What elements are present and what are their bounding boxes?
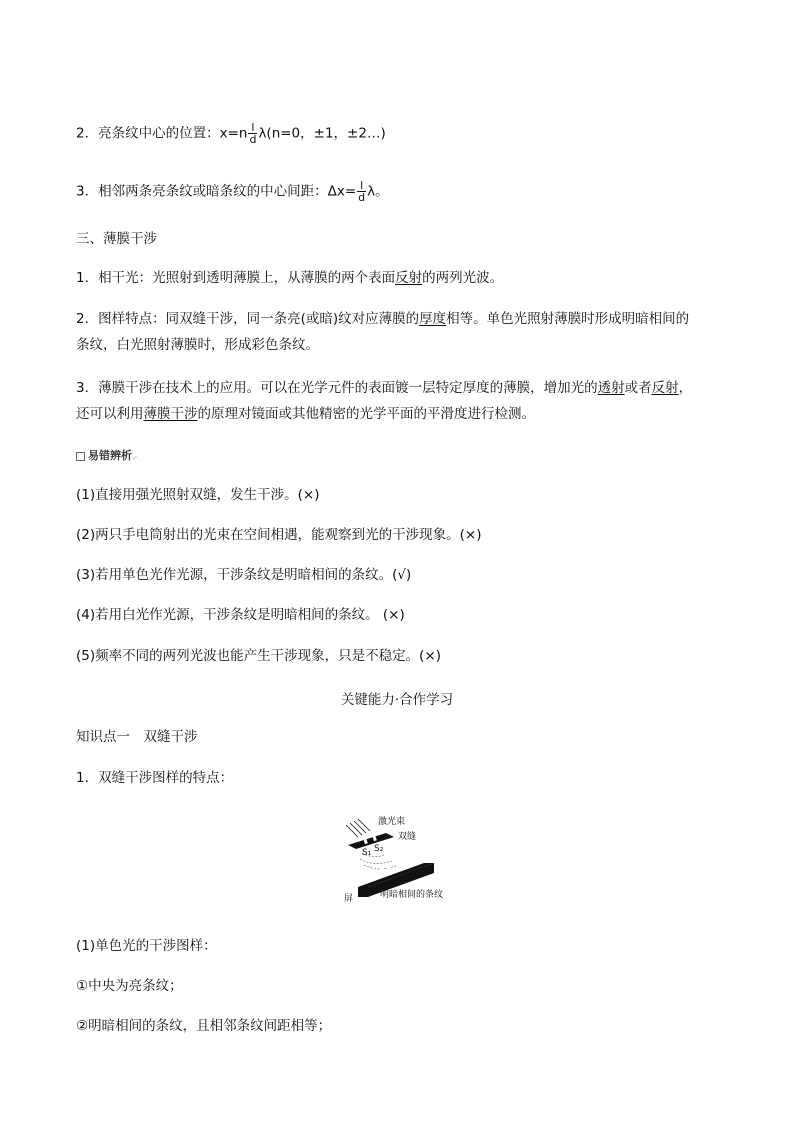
text: 的两列光波。 xyxy=(422,270,504,286)
label-fringes: 明暗相间的条纹 xyxy=(380,890,444,900)
judgement-2: (2)两只手电筒射出的光束在空间相遇，能观察到光的干涉现象。(×) xyxy=(76,527,482,543)
badge-tail-icon: ⸝ xyxy=(132,449,138,462)
text: 还可以利用 xyxy=(76,406,144,422)
text: 的原理对镜面或其他精密的光学平面的平滑度进行检测。 xyxy=(197,406,535,422)
dist-prefix: 3．相邻两条亮条纹或暗条纹的中心间距：Δx= xyxy=(76,183,357,200)
list-item: ②明暗相间的条纹，且相邻条纹间距相等； xyxy=(76,1018,332,1034)
frac-numerator: l xyxy=(248,122,257,134)
paragraph-applications-cont xyxy=(76,405,535,423)
badge-label: 易错辨析 xyxy=(88,449,132,462)
knowledge-point-title: 知识点一 双缝干涉 xyxy=(76,729,198,745)
frac-denominator: d xyxy=(249,133,257,146)
text: ， xyxy=(678,380,693,396)
paragraph-coherent-light xyxy=(76,269,503,287)
judgement-4: (4)若用白光作光源，干涉条纹是明暗相间的条纹。 (×) xyxy=(76,607,405,623)
text: 1．相干光：光照射到透明薄膜上，从薄膜的两个表面 xyxy=(76,270,396,286)
section-title: 三、薄膜干涉 xyxy=(76,231,157,247)
underlined-answer: 反射 xyxy=(395,270,423,286)
frac-denominator: d xyxy=(358,191,366,204)
text: 2．图样特点：同双缝干涉，同一条亮(或暗)纹对应薄膜的 xyxy=(76,311,420,327)
underlined-answer: 反射 xyxy=(651,380,679,396)
frac-numerator: l xyxy=(357,180,366,192)
text: 或者 xyxy=(624,380,652,396)
double-slit-diagram xyxy=(340,815,460,905)
label-screen: 屏 xyxy=(344,894,354,904)
fringe-position-formula xyxy=(76,122,386,145)
fraction-l-over-d xyxy=(357,180,366,203)
label-s1: S₁ xyxy=(362,848,372,858)
underlined-answer: 透射 xyxy=(597,380,625,396)
fraction-l-over-d xyxy=(248,122,257,145)
judgement-5: (5)频率不同的两列光波也能产生干涉现象，只是不稳定。(×) xyxy=(76,648,441,664)
pos-prefix: 2．亮条纹中心的位置：x=n xyxy=(76,125,248,142)
paragraph-applications xyxy=(76,379,692,397)
underlined-answer: 薄膜干涉 xyxy=(143,406,198,422)
pos-suffix: λ(n=0，±1，±2…) xyxy=(258,125,386,142)
fringe-spacing-formula xyxy=(76,180,389,203)
slit-plate xyxy=(348,833,394,849)
text: 相等。单色光照射薄膜时形成明暗相间的 xyxy=(446,311,690,327)
common-mistakes-badge xyxy=(76,447,138,463)
paragraph-pattern-features-cont: 条纹，白光照射薄膜时，形成彩色条纹。 xyxy=(76,337,319,353)
subitem-title: (1)单色光的干涉图样： xyxy=(76,938,217,954)
paragraph-pattern-features xyxy=(76,310,689,328)
text: 3．薄膜干涉在技术上的应用。可以在光学元件的表面镀一层特定厚度的薄膜，增加光的 xyxy=(76,380,598,396)
label-laser: 激光束 xyxy=(378,817,406,827)
list-item: ①中央为亮条纹； xyxy=(76,978,183,994)
judgement-3: (3)若用单色光作光源，干涉条纹是明暗相间的条纹。(√) xyxy=(76,567,412,583)
dist-suffix: λ。 xyxy=(367,183,389,200)
section-heading: 关键能力·合作学习 xyxy=(340,692,454,708)
label-s2: S₂ xyxy=(374,844,384,854)
item-title: 1．双缝干涉图样的特点： xyxy=(76,770,234,786)
badge-icon xyxy=(76,452,85,461)
laser-beam-arrows xyxy=(346,819,370,837)
judgement-1: (1)直接用强光照射双缝，发生干涉。(×) xyxy=(76,487,320,503)
label-slits: 双缝 xyxy=(398,832,417,842)
underlined-answer: 厚度 xyxy=(419,311,447,327)
